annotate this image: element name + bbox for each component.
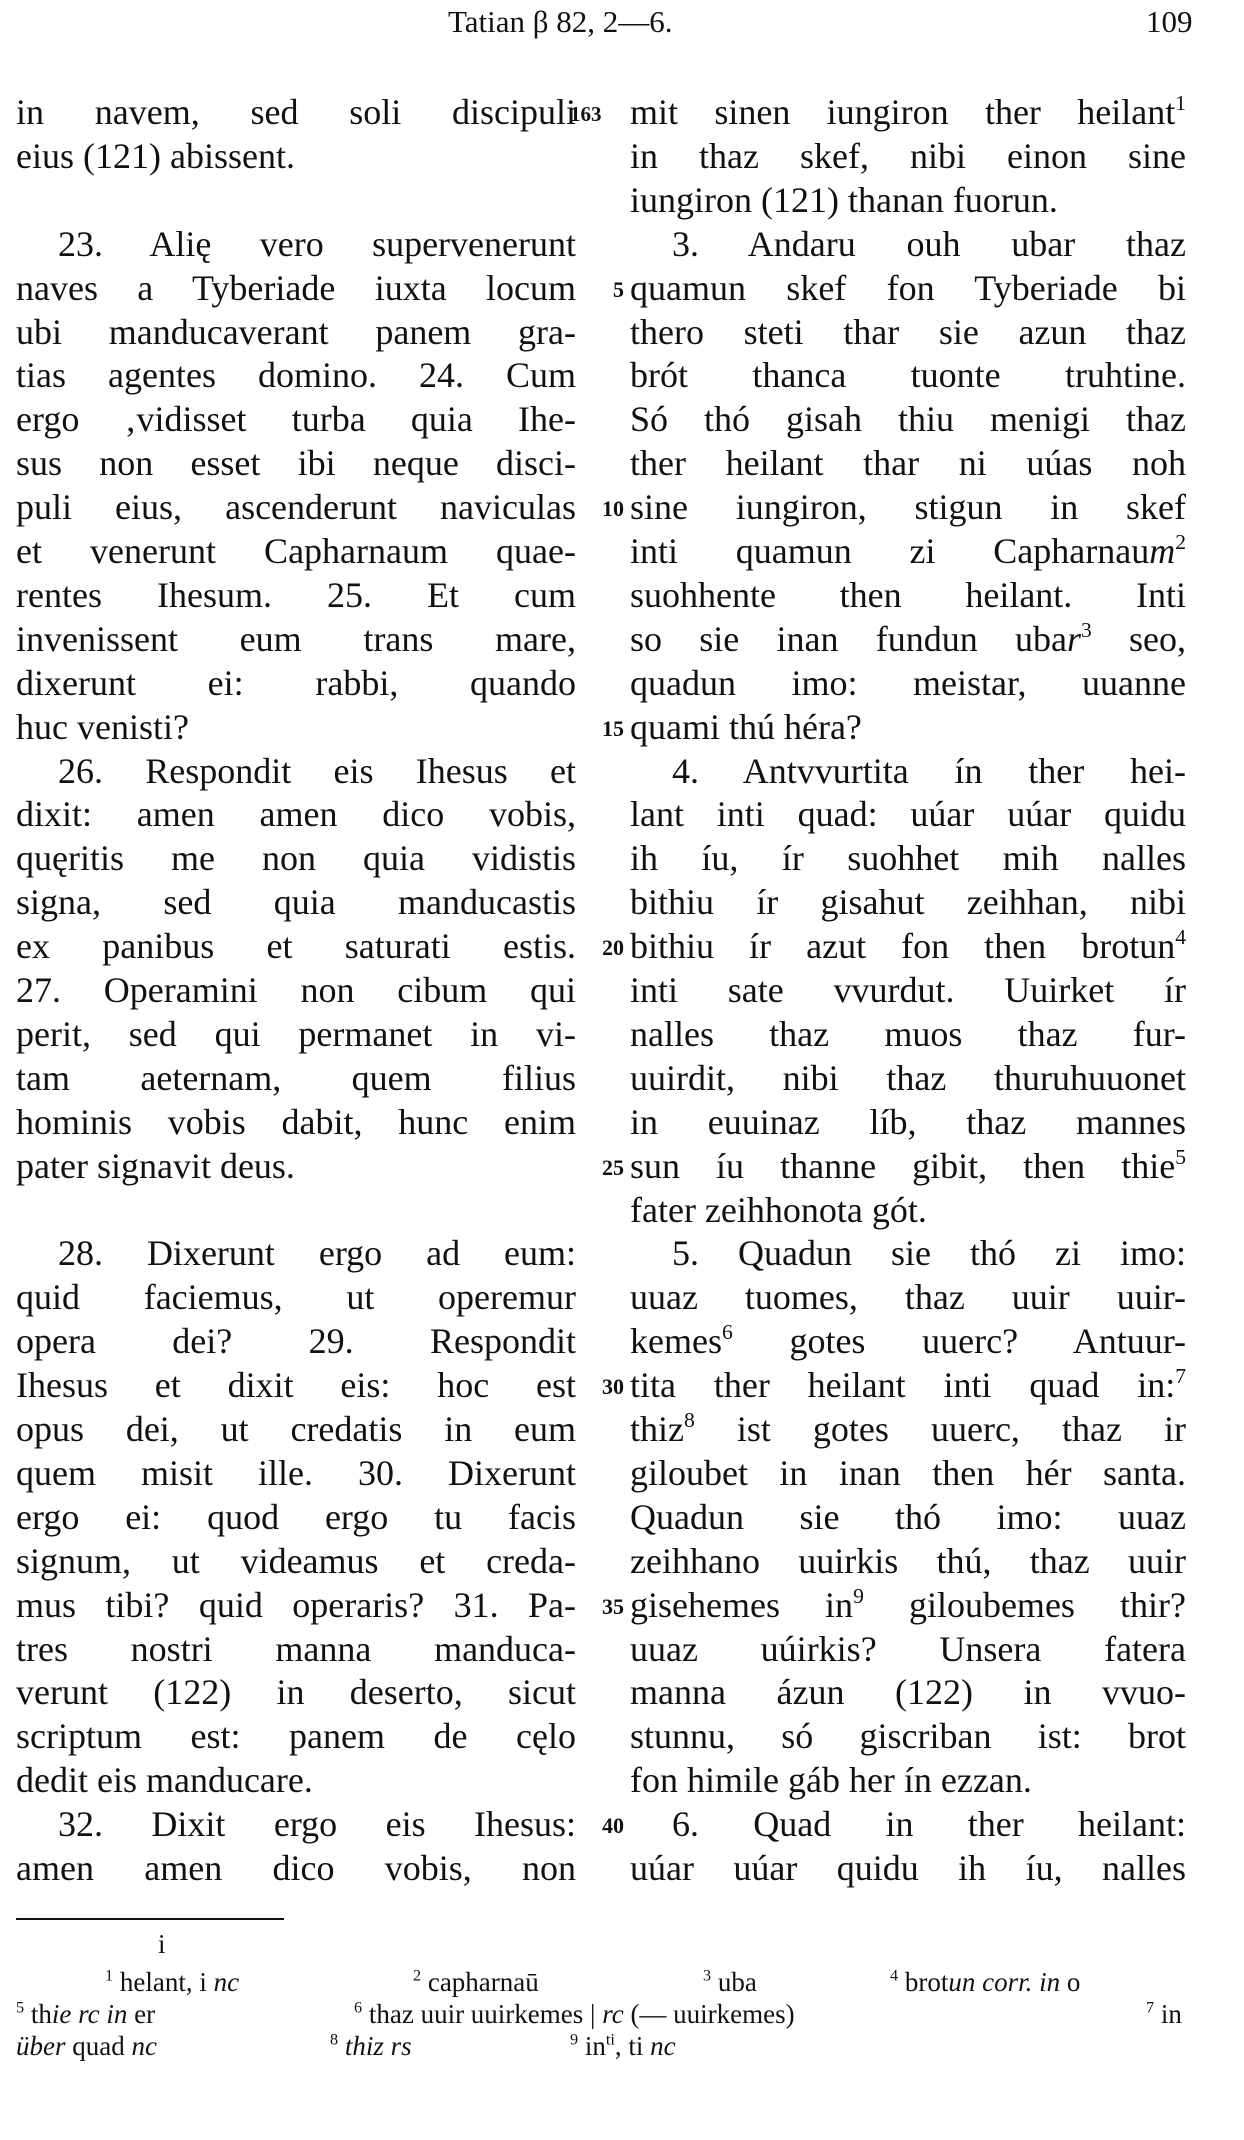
text-segment: quid faciemus, ut operemur bbox=[16, 1277, 576, 1318]
text-segment: mit sinen iungiron ther heilant bbox=[630, 92, 1176, 132]
text-line bbox=[0, 880, 1244, 924]
old-high-german-text bbox=[630, 749, 1186, 793]
text-line bbox=[0, 836, 1244, 880]
old-high-german-text bbox=[630, 1627, 1186, 1671]
text-line bbox=[0, 441, 1244, 485]
text-segment: gotes uuerc? Antuur- bbox=[732, 1321, 1186, 1362]
text-segment: tias agentes domino. 24. Cum bbox=[16, 355, 576, 396]
italic-segment: nc bbox=[650, 2031, 676, 2061]
footnote-reference: 6 bbox=[354, 1998, 363, 2017]
text-segment: suohhente then heilant. Inti bbox=[630, 574, 1186, 615]
latin-text bbox=[16, 617, 576, 661]
old-high-german-text bbox=[630, 1495, 1186, 1539]
text-segment: quad bbox=[65, 2031, 132, 2061]
latin-text bbox=[16, 1627, 576, 1671]
text-segment: 5. Quadun sie thó zi imo: bbox=[672, 1233, 1186, 1274]
latin-text bbox=[16, 1056, 576, 1100]
footnote-reference: 7 bbox=[1175, 1364, 1186, 1389]
text-segment: puli eius, ascenderunt naviculas bbox=[16, 487, 576, 528]
text-segment: mus tibi? quid operaris? 31. Pa- bbox=[16, 1584, 576, 1625]
text-segment bbox=[338, 2031, 345, 2061]
text-segment: opera dei? 29. Respondit bbox=[16, 1321, 576, 1362]
text-segment: tam aeternam, quem filius bbox=[16, 1057, 576, 1098]
text-segment: quami thú héra? bbox=[630, 706, 862, 747]
text-segment: gisehemes in bbox=[630, 1584, 854, 1625]
old-high-german-text bbox=[630, 1539, 1186, 1583]
latin-text bbox=[16, 1231, 576, 1275]
text-segment: giloubet in inan then hér santa. bbox=[630, 1452, 1186, 1493]
text-segment: capharnaū bbox=[421, 1967, 539, 1997]
footnote bbox=[330, 2030, 412, 2062]
text-segment: Ihesus et dixit eis: hoc est bbox=[16, 1365, 576, 1406]
latin-text bbox=[16, 1275, 576, 1319]
latin-text bbox=[16, 968, 576, 1012]
latin-text bbox=[16, 178, 576, 222]
latin-text bbox=[16, 1583, 576, 1627]
text-segment: uba bbox=[711, 1967, 757, 1997]
old-high-german-text bbox=[630, 617, 1186, 661]
text-line bbox=[0, 353, 1244, 397]
text-line bbox=[0, 1275, 1244, 1319]
old-high-german-text bbox=[630, 1670, 1186, 1714]
text-segment: 4. Antvvurtita ín ther hei- bbox=[672, 750, 1186, 791]
footnote-reference: 1 bbox=[105, 1966, 114, 1985]
footnote-reference: 3 bbox=[703, 1966, 712, 1985]
text-segment: inti quamun zi Capharnau bbox=[630, 531, 1150, 571]
text-segment: uuaz uúirkis? Unsera fatera bbox=[630, 1628, 1186, 1669]
text-segment: signa, sed quia manducastis bbox=[16, 882, 576, 923]
text-segment: iungiron (121) thanan fuorun. bbox=[630, 179, 1058, 220]
italic-segment: r bbox=[1066, 618, 1081, 659]
text-segment: quadun imo: meistar, uuanne bbox=[630, 662, 1186, 703]
latin-text bbox=[16, 1539, 576, 1583]
footnote-reference: 4 bbox=[890, 1966, 899, 1985]
text-segment: thero steti thar sie azun thaz bbox=[630, 311, 1186, 352]
text-segment: 23. Alię vero supervenerunt bbox=[58, 223, 576, 264]
text-line bbox=[0, 1495, 1244, 1539]
text-segment: thaz uuir uuirkemes | bbox=[362, 1999, 603, 2029]
text-line bbox=[0, 705, 1244, 749]
latin-text bbox=[16, 222, 576, 266]
text-segment: rentes Ihesum. 25. Et cum bbox=[16, 574, 576, 615]
line-number: 163 bbox=[570, 102, 602, 126]
old-high-german-text bbox=[630, 1758, 1186, 1802]
text-line bbox=[0, 573, 1244, 617]
old-high-german-text bbox=[630, 880, 1186, 924]
text-line bbox=[0, 1758, 1244, 1802]
text-line bbox=[0, 1583, 1244, 1627]
text-segment: zeihhano uuirkis thú, thaz uuir bbox=[630, 1540, 1186, 1581]
text-line bbox=[0, 310, 1244, 354]
text-segment: 28. Dixerunt ergo ad eum: bbox=[58, 1233, 576, 1274]
latin-text bbox=[16, 1670, 576, 1714]
text-segment: er bbox=[127, 1999, 156, 2029]
old-high-german-text bbox=[630, 836, 1186, 880]
footnote-reference: 2 bbox=[413, 1966, 422, 1985]
text-line bbox=[0, 178, 1244, 222]
text-segment: quęritis me non quia vidistis bbox=[16, 838, 576, 879]
text-segment: opus dei, ut credatis in eum bbox=[16, 1409, 576, 1449]
footnote-reference: 1 bbox=[1175, 90, 1186, 115]
text-segment: o bbox=[1060, 1967, 1081, 1997]
text-line bbox=[0, 222, 1244, 266]
text-segment: bithiu ír azut fon then brotun bbox=[630, 926, 1176, 967]
text-line bbox=[0, 792, 1244, 836]
italic-segment: über bbox=[16, 2031, 66, 2061]
latin-text bbox=[16, 924, 576, 968]
footnote bbox=[105, 1966, 239, 1998]
line-number: 10 bbox=[602, 496, 624, 522]
text-segment: thiz bbox=[630, 1409, 684, 1449]
text-segment: dixerunt ei: rabbi, quando bbox=[16, 662, 576, 703]
line-number: 5 bbox=[613, 276, 624, 302]
text-segment: 32. Dixit ergo eis Ihesus: bbox=[58, 1804, 576, 1845]
text-segment: invenissent eum trans mare, bbox=[16, 618, 576, 659]
text-line bbox=[0, 1056, 1244, 1100]
old-high-german-text bbox=[630, 529, 1186, 573]
text-segment: naves a Tyberiade iuxta locum bbox=[16, 267, 576, 308]
old-high-german-text bbox=[630, 1231, 1186, 1275]
latin-text bbox=[16, 1363, 576, 1407]
old-high-german-text bbox=[630, 310, 1186, 354]
text-segment: nalles thaz muos thaz fur- bbox=[630, 1013, 1186, 1054]
text-line bbox=[0, 529, 1244, 573]
text-segment: th bbox=[24, 1999, 52, 2029]
latin-text bbox=[16, 1012, 576, 1056]
line-number: 20 bbox=[602, 935, 624, 961]
latin-text bbox=[16, 573, 576, 617]
footnote-mark: i bbox=[158, 1929, 166, 1959]
text-line bbox=[0, 266, 1244, 310]
text-line bbox=[0, 1100, 1244, 1144]
text-segment: so sie inan fundun uba bbox=[630, 618, 1067, 659]
text-line bbox=[0, 90, 1244, 134]
old-high-german-text bbox=[630, 441, 1186, 485]
footnote bbox=[16, 2030, 157, 2062]
text-segment: brot bbox=[898, 1967, 949, 1997]
italic-segment: ie rc in bbox=[51, 1999, 128, 2029]
footnote-reference: 7 bbox=[1146, 1998, 1155, 2017]
text-line bbox=[0, 1407, 1244, 1451]
old-high-german-text bbox=[630, 485, 1186, 529]
text-segment: tita ther heilant inti quad in: bbox=[630, 1365, 1176, 1406]
footnote bbox=[354, 1998, 795, 2030]
text-segment: lant inti quad: uúar uúar quidu bbox=[630, 794, 1186, 835]
footnote bbox=[703, 1966, 757, 1998]
old-high-german-text bbox=[630, 353, 1186, 397]
text-segment: in thaz skef, nibi einon sine bbox=[630, 135, 1186, 176]
text-segment: uuaz tuomes, thaz uuir uuir- bbox=[630, 1277, 1186, 1318]
text-segment: in bbox=[1154, 1999, 1182, 2029]
latin-text bbox=[16, 529, 576, 573]
page-number: 109 bbox=[1146, 4, 1193, 39]
footnote bbox=[16, 1998, 155, 2030]
text-segment: , ti bbox=[614, 2031, 651, 2061]
italic-segment: un corr. in bbox=[948, 1967, 1061, 1997]
footnote bbox=[890, 1966, 1080, 1998]
text-line bbox=[0, 1188, 1244, 1232]
old-high-german-text bbox=[630, 1846, 1186, 1890]
text-line bbox=[0, 968, 1244, 1012]
text-line bbox=[0, 1231, 1244, 1275]
text-segment: 6. Quad in ther heilant: bbox=[672, 1804, 1186, 1845]
latin-text bbox=[16, 353, 576, 397]
text-line bbox=[0, 1802, 1244, 1846]
text-segment: verunt (122) in deserto, sicut bbox=[16, 1672, 576, 1713]
footnote-reference: ti bbox=[605, 2030, 615, 2049]
footnote-reference: 4 bbox=[1175, 925, 1186, 950]
italic-segment: thiz rs bbox=[344, 2031, 412, 2061]
text-segment: uúar uúar quidu ih íu, nalles bbox=[630, 1848, 1186, 1888]
text-segment: kemes bbox=[630, 1321, 722, 1362]
text-segment: ex panibus et saturati estis. bbox=[16, 926, 576, 967]
text-line bbox=[0, 749, 1244, 793]
latin-text bbox=[16, 1319, 576, 1363]
latin-text bbox=[16, 1714, 576, 1758]
text-segment: 26. Respondit eis Ihesus et bbox=[58, 750, 576, 791]
latin-text bbox=[16, 1846, 576, 1890]
text-segment: fon himile gáb her ín ezzan. bbox=[630, 1760, 1032, 1801]
italic-segment: rc bbox=[602, 1999, 624, 2029]
line-number: 15 bbox=[602, 715, 624, 741]
footnote bbox=[1146, 1998, 1182, 2030]
text-line bbox=[0, 1363, 1244, 1407]
text-segment: seo, bbox=[1091, 618, 1186, 659]
latin-text bbox=[16, 1407, 576, 1451]
text-line bbox=[0, 1670, 1244, 1714]
old-high-german-text bbox=[630, 1407, 1186, 1451]
text-segment: pater signavit deus. bbox=[16, 1145, 295, 1186]
text-line bbox=[0, 924, 1244, 968]
old-high-german-text bbox=[630, 1100, 1186, 1144]
latin-text bbox=[16, 441, 576, 485]
old-high-german-text bbox=[630, 1451, 1186, 1495]
text-segment: sun íu thanne gibit, then thie bbox=[630, 1145, 1176, 1186]
italic-segment: m bbox=[1149, 531, 1176, 571]
italic-segment: nc bbox=[213, 1967, 240, 1997]
text-segment: giloubemes thir? bbox=[863, 1584, 1186, 1625]
old-high-german-text bbox=[630, 1012, 1186, 1056]
footnote-reference: 9 bbox=[570, 2030, 579, 2049]
old-high-german-text bbox=[630, 222, 1186, 266]
latin-text bbox=[16, 1188, 576, 1232]
latin-text bbox=[16, 661, 576, 705]
latin-text bbox=[16, 749, 576, 793]
text-line bbox=[0, 134, 1244, 178]
text-line bbox=[0, 397, 1244, 441]
footnote-divider bbox=[16, 1918, 284, 1920]
latin-text bbox=[16, 1144, 576, 1188]
latin-text bbox=[16, 1451, 576, 1495]
footnote bbox=[413, 1966, 539, 1998]
footnote bbox=[570, 2030, 676, 2062]
old-high-german-text bbox=[630, 924, 1186, 968]
text-segment: fater zeihhonota gót. bbox=[630, 1189, 927, 1230]
latin-text bbox=[16, 792, 576, 836]
text-line bbox=[0, 1714, 1244, 1758]
latin-text bbox=[16, 1495, 576, 1539]
footnote-reference: 5 bbox=[16, 1998, 25, 2017]
latin-text bbox=[16, 1758, 576, 1802]
latin-text bbox=[16, 836, 576, 880]
text-segment: dixit: amen amen dico vobis, bbox=[16, 794, 576, 835]
line-number: 40 bbox=[602, 1813, 624, 1839]
text-segment: Só thó gisah thiu menigi thaz bbox=[630, 399, 1186, 440]
text-segment: 3. Andaru ouh ubar thaz bbox=[672, 223, 1186, 264]
text-line bbox=[0, 1627, 1244, 1671]
old-high-german-text bbox=[630, 90, 1186, 134]
text-segment: et venerunt Capharnaum quae- bbox=[16, 531, 576, 571]
footnote-reference: 9 bbox=[853, 1583, 864, 1608]
text-segment: scriptum est: panem de cęlo bbox=[16, 1716, 576, 1757]
text-segment: perit, sed qui permanet in vi- bbox=[16, 1013, 576, 1054]
text-segment: dedit eis manducare. bbox=[16, 1760, 313, 1801]
old-high-german-text bbox=[630, 134, 1186, 178]
text-segment: quem misit ille. 30. Dixerunt bbox=[16, 1452, 576, 1493]
text-line bbox=[0, 1451, 1244, 1495]
old-high-german-text bbox=[630, 1144, 1186, 1188]
text-segment: ih íu, ír suohhet mih nalles bbox=[630, 838, 1186, 879]
line-number: 35 bbox=[602, 1593, 624, 1619]
text-segment: ther heilant thar ni uúas noh bbox=[630, 443, 1186, 484]
text-segment: uuirdit, nibi thaz thuruhuuonet bbox=[630, 1057, 1186, 1098]
text-segment: huc venisti? bbox=[16, 706, 189, 747]
old-high-german-text bbox=[630, 661, 1186, 705]
line-number: 30 bbox=[602, 1374, 624, 1400]
footnote-reference: 2 bbox=[1175, 529, 1186, 554]
footnote-reference: 5 bbox=[1175, 1144, 1186, 1169]
running-header-title: Tatian β 82, 2—6. bbox=[448, 4, 673, 39]
footnote-reference: 8 bbox=[330, 2030, 339, 2049]
text-line bbox=[0, 1846, 1244, 1890]
old-high-german-text bbox=[630, 397, 1186, 441]
latin-text bbox=[16, 90, 576, 134]
text-line bbox=[0, 1319, 1244, 1363]
old-high-german-text bbox=[630, 1802, 1186, 1846]
text-segment: ist gotes uuerc, thaz ir bbox=[694, 1409, 1186, 1449]
text-line bbox=[0, 1539, 1244, 1583]
old-high-german-text bbox=[630, 178, 1186, 222]
text-segment: ergo ei: quod ergo tu facis bbox=[16, 1496, 576, 1537]
latin-text bbox=[16, 266, 576, 310]
text-segment: in bbox=[578, 2031, 606, 2061]
footnote-reference: 6 bbox=[721, 1320, 733, 1345]
latin-text bbox=[16, 134, 576, 178]
text-segment: eius (121) abissent. bbox=[16, 135, 295, 176]
text-segment: ubi manducaverant panem gra- bbox=[16, 311, 576, 352]
footnote-reference: 3 bbox=[1080, 617, 1092, 642]
text-segment: ergo ‚vidisset turba quia Ihe- bbox=[16, 399, 576, 440]
text-line bbox=[0, 1012, 1244, 1056]
text-line bbox=[0, 661, 1244, 705]
text-line bbox=[0, 617, 1244, 661]
latin-text bbox=[16, 705, 576, 749]
old-high-german-text bbox=[630, 1056, 1186, 1100]
text-segment: tres nostri manna manduca- bbox=[16, 1628, 576, 1669]
italic-segment: nc bbox=[131, 2031, 157, 2061]
text-segment: inti sate vvurdut. Uuirket ír bbox=[630, 970, 1186, 1010]
text-segment: signum, ut videamus et creda- bbox=[16, 1540, 576, 1581]
text-line bbox=[0, 1144, 1244, 1188]
line-number: 25 bbox=[602, 1154, 624, 1180]
old-high-german-text bbox=[630, 792, 1186, 836]
old-high-german-text bbox=[630, 1583, 1186, 1627]
text-segment: (— uuirkemes) bbox=[623, 1999, 795, 2029]
old-high-german-text bbox=[630, 1188, 1186, 1232]
footnote-reference: 8 bbox=[683, 1407, 695, 1432]
latin-text bbox=[16, 1802, 576, 1846]
text-segment: sus non esset ibi neque disci- bbox=[16, 443, 576, 484]
text-segment: in euuinaz líb, thaz mannes bbox=[630, 1101, 1186, 1142]
latin-text bbox=[16, 485, 576, 529]
text-segment: manna ázun (122) in vvuo- bbox=[630, 1672, 1186, 1713]
text-segment: amen amen dico vobis, non bbox=[16, 1848, 576, 1888]
text-segment: in navem, sed soli discipuli bbox=[16, 92, 576, 132]
old-high-german-text bbox=[630, 1363, 1186, 1407]
old-high-german-text bbox=[630, 1714, 1186, 1758]
text-segment: stunnu, só giscriban ist: brot bbox=[630, 1716, 1186, 1757]
text-segment: brót thanca tuonte truhtine. bbox=[630, 355, 1186, 396]
text-segment: helant, i bbox=[113, 1967, 214, 1997]
latin-text bbox=[16, 1100, 576, 1144]
old-high-german-text bbox=[630, 1319, 1186, 1363]
old-high-german-text bbox=[630, 573, 1186, 617]
text-segment: bithiu ír gisahut zeihhan, nibi bbox=[630, 882, 1186, 923]
text-line bbox=[0, 485, 1244, 529]
old-high-german-text bbox=[630, 705, 1186, 749]
old-high-german-text bbox=[630, 1275, 1186, 1319]
text-segment: hominis vobis dabit, hunc enim bbox=[16, 1101, 576, 1142]
old-high-german-text bbox=[630, 968, 1186, 1012]
old-high-german-text bbox=[630, 266, 1186, 310]
latin-text bbox=[16, 397, 576, 441]
text-segment: sine iungiron, stigun in skef bbox=[630, 487, 1186, 528]
latin-text bbox=[16, 880, 576, 924]
text-segment: quamun skef fon Tyberiade bi bbox=[630, 267, 1186, 308]
latin-text bbox=[16, 310, 576, 354]
text-segment: Quadun sie thó imo: uuaz bbox=[630, 1496, 1186, 1537]
text-segment: 27. Operamini non cibum qui bbox=[16, 970, 576, 1010]
